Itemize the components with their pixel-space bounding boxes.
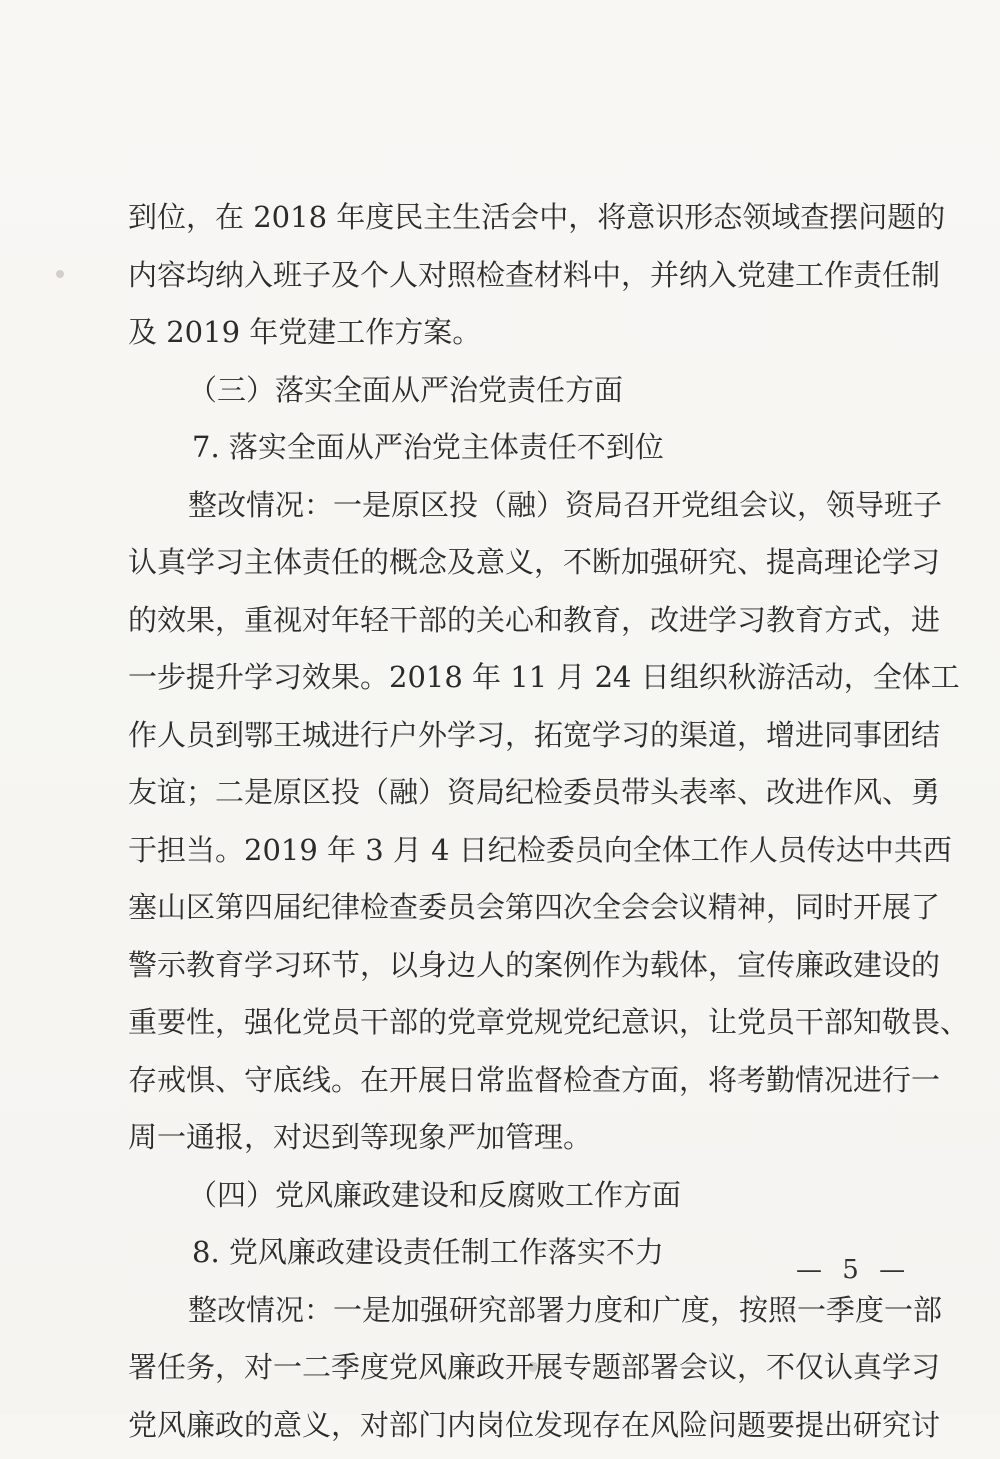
body-line: 署任务，对一二季度党风廉政开展专题部署会议，不仅认真学习 <box>128 1344 878 1402</box>
section-heading: （四）党风廉政建设和反腐败工作方面 <box>128 1172 878 1230</box>
paragraph-first-line: 整改情况：一是原区投（融）资局召开党组会议，领导班子 <box>128 482 878 540</box>
body-line: 友谊；二是原区投（融）资局纪检委员带头表率、改进作风、勇 <box>128 769 878 827</box>
section-heading: （三）落实全面从严治党责任方面 <box>128 367 878 425</box>
body-line: 认真学习主体责任的概念及意义，不断加强研究、提高理论学习 <box>128 539 878 597</box>
paragraph-first-line: 整改情况：一是加强研究部署力度和广度，按照一季度一部 <box>128 1287 878 1345</box>
body-line: 的效果，重视对年轻干部的关心和教育，改进学习教育方式，进 <box>128 597 878 655</box>
subsection-heading: 7. 落实全面从严治党主体责任不到位 <box>128 424 878 482</box>
paper-speck <box>56 270 64 278</box>
body-line: 警示教育学习环节，以身边人的案例作为载体，宣传廉政建设的 <box>128 942 878 1000</box>
body-line: 存戒惧、守底线。在开展日常监督检查方面，将考勤情况进行一 <box>128 1057 878 1115</box>
body-line: 内容均纳入班子及个人对照检查材料中，并纳入党建工作责任制 <box>128 252 878 310</box>
body-line: 于担当。2019 年 3 月 4 日纪检委员向全体工作人员传达中共西 <box>128 827 878 885</box>
body-line: 塞山区第四届纪律检查委员会第四次全会会议精神，同时开展了 <box>128 884 878 942</box>
body-line: 到位，在 2018 年度民主生活会中，将意识形态领域查摆问题的 <box>128 194 878 252</box>
body-line: 一步提升学习效果。2018 年 11 月 24 日组织秋游活动，全体工 <box>128 654 878 712</box>
body-line: 及 2019 年党建工作方案。 <box>128 309 878 367</box>
body-line: 党风廉政的意义，对部门内岗位发现存在风险问题要提出研究讨 <box>128 1402 878 1459</box>
subsection-heading: 8. 党风廉政建设责任制工作落实不力 <box>128 1229 878 1287</box>
body-line: 作人员到鄂王城进行户外学习，拓宽学习的渠道，增进同事团结 <box>128 712 878 770</box>
body-line: 周一通报，对迟到等现象严加管理。 <box>128 1114 878 1172</box>
document-body <box>128 194 878 1459</box>
body-line: 重要性，强化党员干部的党章党规党纪意识，让党员干部知敬畏、 <box>128 999 878 1057</box>
page-number: — 5 — <box>796 1255 911 1285</box>
